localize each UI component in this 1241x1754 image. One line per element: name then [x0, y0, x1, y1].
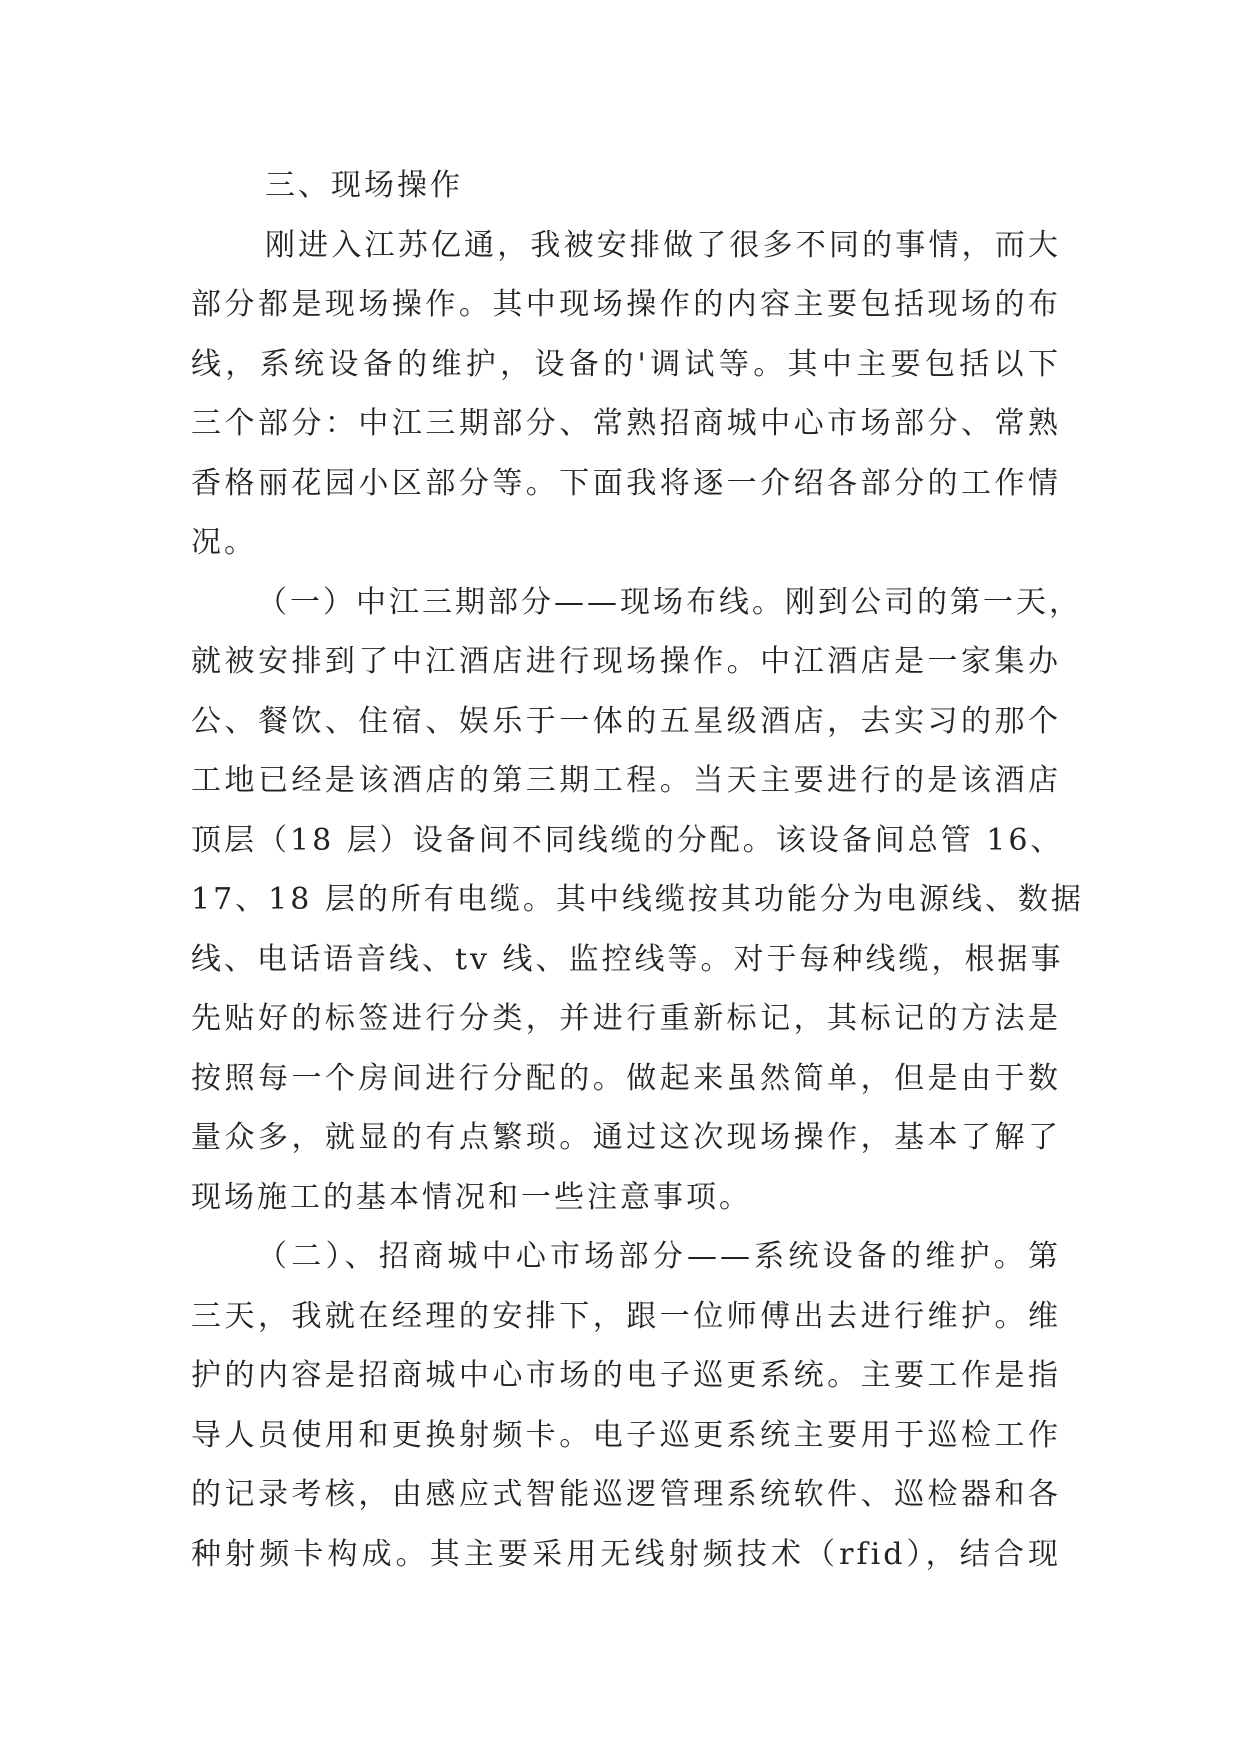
paragraph-line: 顶层（18 层）设备间不同线缆的分配。该设备间总管 16、 [191, 822, 1064, 858]
paragraph-line: 三个部分：中江三期部分、常熟招商城中心市场部分、常熟 [191, 406, 1061, 441]
paragraph-line: 刚进入江苏亿通，我被安排做了很多不同的事情，而大 [265, 227, 1061, 263]
section-heading: 三、现场操作 [265, 168, 463, 203]
paragraph-line: 香格丽花园小区部分等。下面我将逐一介绍各部分的工作情 [191, 465, 1061, 501]
paragraph-2 [191, 573, 1084, 1228]
paragraph-line: 就被安排到了中江酒店进行现场操作。中江酒店是一家集办 [191, 644, 1061, 679]
paragraph-line: （二）、招商城中心市场部分——系统设备的维护。第 [257, 1239, 1061, 1274]
paragraph-line: 线、电话语音线、tv 线、监控线等。对于每种线缆，根据事 [191, 941, 1064, 977]
paragraph-line: 护的内容是招商城中心市场的电子巡更系统。主要工作是指 [191, 1358, 1061, 1393]
paragraph-1 [191, 216, 1061, 573]
paragraph-line: 的记录考核，由感应式智能巡逻管理系统软件、巡检器和各 [191, 1477, 1061, 1512]
paragraph-line: 17、18 层的所有电缆。其中线缆按其功能分为电源线、数据 [191, 882, 1084, 917]
paragraph-line: 部分都是现场操作。其中现场操作的内容主要包括现场的布 [191, 287, 1061, 322]
paragraph-line: 导人员使用和更换射频卡。电子巡更系统主要用于巡检工作 [191, 1417, 1061, 1453]
paragraph-line: 按照每一个房间进行分配的。做起来虽然简单，但是由于数 [191, 1060, 1061, 1096]
paragraph-line: 公、餐饮、住宿、娱乐于一体的五星级酒店，去实习的那个 [191, 703, 1061, 739]
paragraph-line: 工地已经是该酒店的第三期工程。当天主要进行的是该酒店 [191, 763, 1061, 798]
paragraph-line: 况。 [191, 525, 257, 560]
paragraph-line: 三天，我就在经理的安排下，跟一位师傅出去进行维护。维 [191, 1298, 1061, 1334]
document-body [191, 156, 1084, 1584]
paragraph-line: （一）中江三期部分——现场布线。刚到公司的第一天， [257, 584, 1082, 620]
paragraph-line: 量众多，就显的有点繁琐。通过这次现场操作，基本了解了 [191, 1120, 1061, 1155]
paragraph-line: 先贴好的标签进行分类，并进行重新标记，其标记的方法是 [191, 1001, 1061, 1036]
paragraph-3 [191, 1227, 1061, 1584]
paragraph-line: 种射频卡构成。其主要采用无线射频技术（rfid），结合现 [191, 1536, 1061, 1572]
paragraph-line: 线，系统设备的维护，设备的'调试等。其中主要包括以下 [191, 346, 1061, 382]
paragraph-line: 现场施工的基本情况和一些注意事项。 [191, 1179, 752, 1215]
